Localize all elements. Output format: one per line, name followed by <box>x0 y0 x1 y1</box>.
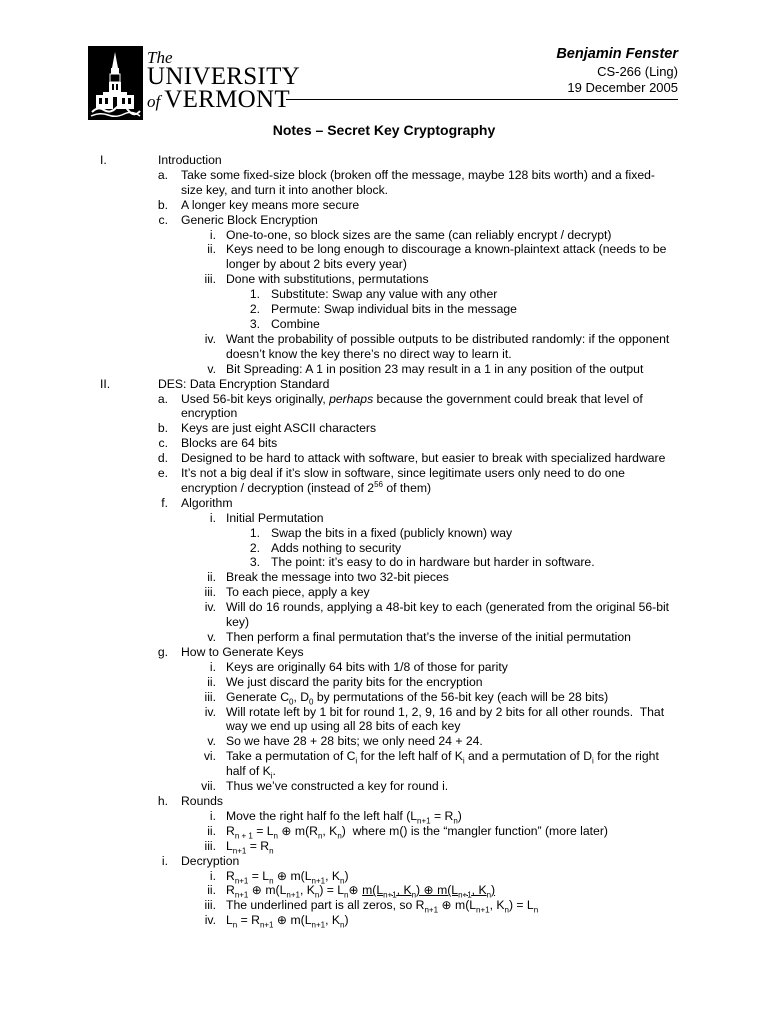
outline-text: Keys are just eight ASCII characters <box>181 421 377 436</box>
outline-item <box>0 645 768 660</box>
outline-marker: II. <box>100 376 111 391</box>
outline-text: Move the right half fo the left half $(L_{n+1} = R_n)$ <box>226 808 462 826</box>
outline-item <box>0 705 768 735</box>
outline-item <box>0 362 768 377</box>
notes-outline <box>0 153 768 928</box>
outline-marker: v. <box>207 630 216 644</box>
outline-marker: ii. <box>207 674 216 689</box>
outline-marker: c. <box>158 212 168 227</box>
outline-item <box>0 794 768 809</box>
outline-text: We just discard the parity bits for the encryption <box>226 674 483 689</box>
outline-item <box>0 839 768 854</box>
outline-marker: a. <box>157 391 168 406</box>
outline-marker: v. <box>207 361 216 376</box>
outline-item <box>0 213 768 228</box>
outline-text: $R_{n + 1} = L_n$ ⊕ $m(R_n$, $K_n$) where m() is the “mangler function” (more later) <box>226 823 608 841</box>
outline-text: Swap the bits in a fixed (publicly known) way <box>271 525 513 540</box>
outline-marker: b. <box>157 197 168 212</box>
outline-marker: v. <box>207 734 216 749</box>
outline-item <box>0 153 768 168</box>
outline-marker: iii. <box>204 838 216 853</box>
outline-item <box>0 809 768 824</box>
outline-text: A longer key means more secure <box>181 197 360 212</box>
outline-text: Rounds <box>181 793 224 808</box>
outline-text: Keys need to be long enough to discourage a known-plaintext attack (needs to be longer by about 2 bits every year) <box>226 242 667 272</box>
outline-marker: i. <box>209 868 216 883</box>
outline-marker: iii. <box>204 272 216 287</box>
outline-item <box>0 749 768 779</box>
outline-marker: I. <box>100 153 107 167</box>
outline-text: Then perform a final permutation that’s the inverse of the initial permutation <box>226 630 631 644</box>
outline-marker: f. <box>161 495 168 510</box>
outline-marker: 1. <box>249 287 260 302</box>
outline-marker: i. <box>209 227 216 242</box>
outline-text: Break the message into two 32-bit pieces <box>226 570 449 585</box>
logo-university: UNIVERSITY <box>147 63 300 90</box>
university-logo <box>88 46 300 120</box>
header-divider <box>286 99 678 100</box>
outline-item <box>0 660 768 675</box>
outline-marker: b. <box>157 421 168 436</box>
outline-text: How to Generate Keys <box>181 644 304 659</box>
outline-marker: 3. <box>249 316 260 331</box>
outline-marker: i. <box>161 853 168 868</box>
outline-item <box>0 898 768 913</box>
outline-item <box>0 317 768 332</box>
outline-item <box>0 883 768 898</box>
outline-marker: a. <box>157 167 168 182</box>
outline-text: $L_{n+1} = R_n$ <box>226 838 274 856</box>
outline-item <box>0 377 768 392</box>
author-block <box>556 45 678 96</box>
outline-marker: 2. <box>249 302 260 317</box>
outline-marker: 2. <box>249 540 260 555</box>
outline-marker: vi. <box>203 749 216 764</box>
outline-item <box>0 332 768 362</box>
course-code: CS-266 (Ling) <box>597 64 678 79</box>
outline-item <box>0 466 768 496</box>
outline-marker: ii. <box>207 242 216 257</box>
outline-item <box>0 541 768 556</box>
outline-text: One-to-one, so block sizes are the same (can reliably encrypt / decrypt) <box>226 227 612 242</box>
outline-marker: g. <box>157 644 168 659</box>
outline-marker: iii. <box>204 898 216 913</box>
outline-marker: vii. <box>201 779 216 794</box>
logo-vermont: VERMONT <box>164 86 290 113</box>
outline-marker: iii. <box>204 585 216 600</box>
outline-text: Algorithm <box>181 495 233 510</box>
outline-marker: ii. <box>207 823 216 838</box>
outline-text: Bit Spreading: A 1 in position 23 may result in a 1 in any position of the output <box>226 361 644 376</box>
outline-text: Will rotate left by 1 bit for round 1, 2, 9, 16 and by 2 bits for all other rounds. That way we end up using all 28 bits of each key <box>226 704 665 734</box>
outline-text: Thus we’ve constructed a key for round i. <box>226 779 449 794</box>
outline-text: Blocks are 64 bits <box>181 436 278 451</box>
outline-item <box>0 734 768 749</box>
outline-item <box>0 854 768 869</box>
outline-text: Done with substitutions, permutations <box>226 272 429 287</box>
outline-text: Will do 16 rounds, applying a 48-bit key to each (generated from the original 56-bit key) <box>226 600 670 630</box>
outline-text: Substitute: Swap any value with any other <box>271 287 498 302</box>
outline-text: So we have 28 + 28 bits; we only need 24 + 24. <box>226 734 483 749</box>
outline-item <box>0 511 768 526</box>
outline-item <box>0 779 768 794</box>
university-wordmark <box>147 50 300 112</box>
outline-item <box>0 630 768 645</box>
outline-item <box>0 421 768 436</box>
outline-marker: i. <box>209 510 216 525</box>
outline-marker: iv. <box>204 913 216 928</box>
outline-marker: d. <box>157 451 168 466</box>
outline-item <box>0 600 768 630</box>
outline-item <box>0 913 768 928</box>
outline-item <box>0 168 768 198</box>
outline-marker: iv. <box>204 600 216 615</box>
author-name: Benjamin Fenster <box>556 46 678 62</box>
logo-the: The <box>147 48 173 67</box>
outline-item <box>0 824 768 839</box>
tower-emblem-icon <box>88 46 143 120</box>
outline-item <box>0 242 768 272</box>
outline-text: Adds nothing to security <box>271 540 402 555</box>
outline-text: Introduction <box>158 153 222 167</box>
outline-text: Keys are originally 64 bits with 1/8 of those for parity <box>226 659 508 674</box>
outline-text: $L_n = R_{n+1}$ ⊕ $m(L_{n+1}$, $K_n$) <box>226 913 349 930</box>
outline-item <box>0 287 768 302</box>
outline-item <box>0 585 768 600</box>
outline-marker: h. <box>157 793 168 808</box>
outline-text: Want the probability of possible outputs to be distributed randomly: if the opponent doesn’t know the key there’s no direct way to learn it. <box>226 331 670 361</box>
logo-of: of <box>147 92 161 111</box>
outline-marker: i. <box>209 808 216 823</box>
outline-marker: 1. <box>249 525 260 540</box>
outline-marker: ii. <box>207 570 216 585</box>
outline-text: Decryption <box>181 853 240 868</box>
document-date: 19 December 2005 <box>567 80 678 95</box>
outline-marker: i. <box>209 659 216 674</box>
outline-text: DES: Data Encryption Standard <box>158 376 330 391</box>
outline-text: Generate $C_0$, $D_0$ by permutations of the 56-bit key (each will be 28 bits) <box>226 689 609 707</box>
outline-item <box>0 675 768 690</box>
outline-marker: iv. <box>204 704 216 719</box>
outline-item <box>0 302 768 317</box>
outline-text: Combine <box>271 316 320 331</box>
outline-text: Used 56-bit keys originally, perhaps because the government could break that level of encryption <box>181 391 643 421</box>
outline-marker: e. <box>157 466 168 481</box>
outline-item <box>0 198 768 213</box>
outline-item <box>0 496 768 511</box>
outline-marker: iii. <box>204 689 216 704</box>
outline-item <box>0 392 768 422</box>
page-title: Notes – Secret Key Cryptography <box>272 122 496 138</box>
outline-text: The underlined part is all zeros, so $R_{n+1}$ ⊕ $m(L_{n+1}$, $K_n) = L_n$ <box>226 898 539 915</box>
outline-marker: c. <box>158 436 168 451</box>
outline-item <box>0 526 768 541</box>
outline-marker: iv. <box>204 331 216 346</box>
outline-marker: ii. <box>207 883 216 898</box>
outline-text: Permute: Swap individual bits in the message <box>271 302 517 317</box>
outline-item <box>0 436 768 451</box>
outline-item <box>0 555 768 570</box>
outline-text: Take a permutation of $C_i$ for the left half of $K_i$ and a permutation of $D_i$ for the right half of $K_i$. <box>226 749 659 781</box>
outline-item <box>0 570 768 585</box>
outline-text: Take some fixed-size block (broken off the message, maybe 128 bits worth) and a fixed-size key, and turn it into another block. <box>181 167 655 197</box>
outline-item <box>0 272 768 287</box>
outline-text: To each piece, apply a key <box>226 585 370 600</box>
outline-text: $R_{n+1} = L_n$ ⊕ $m(L_{n+1}$, $K_n$) <box>226 868 349 885</box>
outline-text: Designed to be hard to attack with software, but easier to break with specialized hardware <box>181 451 666 466</box>
outline-item <box>0 869 768 884</box>
outline-text: It’s not a big deal if it’s slow in software, since legitimate users only need to do one encryption / decryption (instead of $2^{56}$ of them) <box>181 466 625 495</box>
outline-item <box>0 228 768 243</box>
outline-text: Initial Permutation <box>226 510 324 525</box>
outline-text: The point: it’s easy to do in hardware but harder in software. <box>271 555 595 570</box>
outline-text: $R_{n+1}$ ⊕ $m(L_{n+1}$, $K_n$) = $L_n\oplus$ $m(L_{n+1}$, $K_n$) ⊕ $m(L_{n+1}$, $K_n$) <box>226 883 496 900</box>
outline-item <box>0 451 768 466</box>
outline-text: Generic Block Encryption <box>181 212 318 227</box>
outline-item <box>0 690 768 705</box>
outline-marker: 3. <box>249 555 260 570</box>
